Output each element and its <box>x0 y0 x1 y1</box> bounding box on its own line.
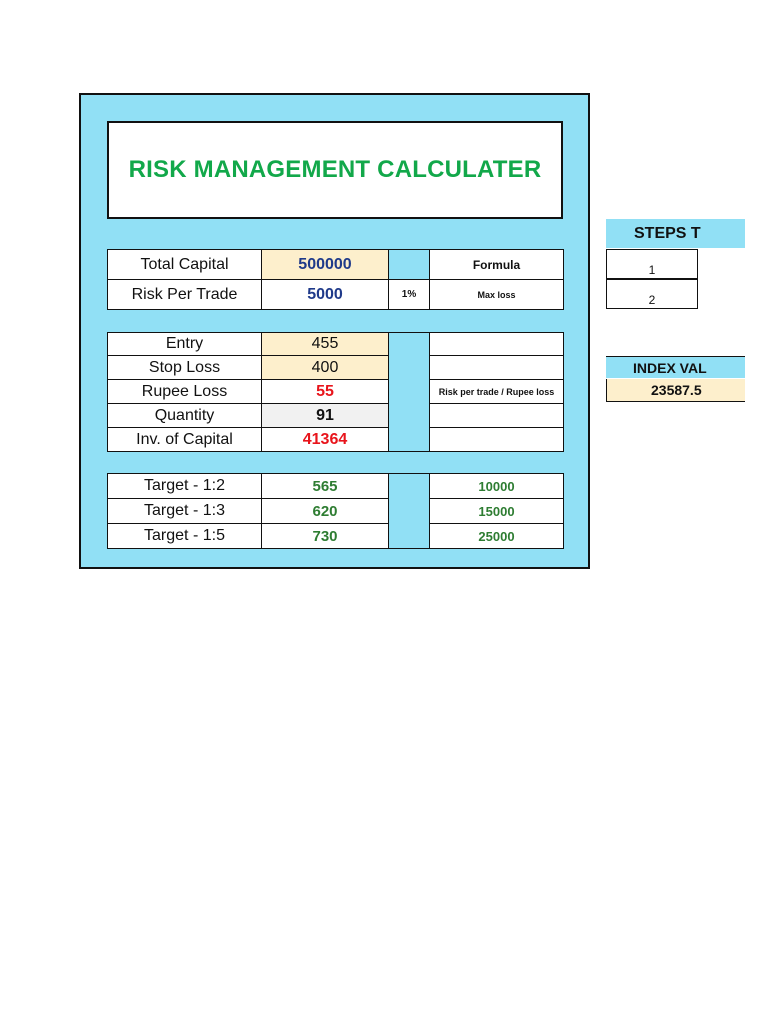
rupee-loss-cell[interactable]: 55 <box>262 380 389 404</box>
inv-capital-label: Inv. of Capital <box>108 428 262 452</box>
target-profit-cell[interactable]: 25000 <box>430 524 564 549</box>
steps-row[interactable]: 2 <box>606 279 698 309</box>
formula-header: Formula <box>430 250 564 280</box>
rupee-loss-label: Rupee Loss <box>108 380 262 404</box>
target-label: Target - 1:5 <box>108 524 262 549</box>
page-title: RISK MANAGEMENT CALCULATER <box>128 156 542 183</box>
stop-loss-cell[interactable]: 400 <box>262 356 389 380</box>
empty-cell <box>430 333 564 356</box>
empty-cell <box>430 404 564 428</box>
trade-table <box>107 332 564 452</box>
index-value-header: INDEX VAL <box>606 356 745 378</box>
target-profit-cell[interactable]: 15000 <box>430 499 564 524</box>
risk-per-trade-label: Risk Per Trade <box>108 280 262 310</box>
formula-note: Risk per trade / Rupee loss <box>430 380 564 404</box>
empty-cell <box>430 428 564 452</box>
stop-loss-label: Stop Loss <box>108 356 262 380</box>
steps-header: STEPS T <box>606 219 745 248</box>
target-label: Target - 1:2 <box>108 474 262 499</box>
target-price-cell[interactable]: 620 <box>262 499 389 524</box>
target-price-cell[interactable]: 730 <box>262 524 389 549</box>
inv-capital-cell[interactable]: 41364 <box>262 428 389 452</box>
capital-table <box>107 249 564 310</box>
quantity-cell[interactable]: 91 <box>262 404 389 428</box>
total-capital-label: Total Capital <box>108 250 262 280</box>
target-price-cell[interactable]: 565 <box>262 474 389 499</box>
spacer-column <box>389 474 430 549</box>
entry-cell[interactable]: 455 <box>262 333 389 356</box>
spacer-cell <box>389 250 430 280</box>
title-box <box>107 121 563 219</box>
risk-per-trade-cell[interactable]: 5000 <box>262 280 389 310</box>
target-label: Target - 1:3 <box>108 499 262 524</box>
total-capital-cell[interactable]: 500000 <box>262 250 389 280</box>
index-value-cell[interactable]: 23587.5 <box>606 379 745 402</box>
spacer-column <box>389 333 430 452</box>
empty-cell <box>430 356 564 380</box>
max-loss-note: Max loss <box>430 280 564 310</box>
target-profit-cell[interactable]: 10000 <box>430 474 564 499</box>
targets-table <box>107 473 564 549</box>
quantity-label: Quantity <box>108 404 262 428</box>
risk-percent-cell[interactable]: 1% <box>389 280 430 310</box>
steps-row[interactable]: 1 <box>606 249 698 279</box>
entry-label: Entry <box>108 333 262 356</box>
